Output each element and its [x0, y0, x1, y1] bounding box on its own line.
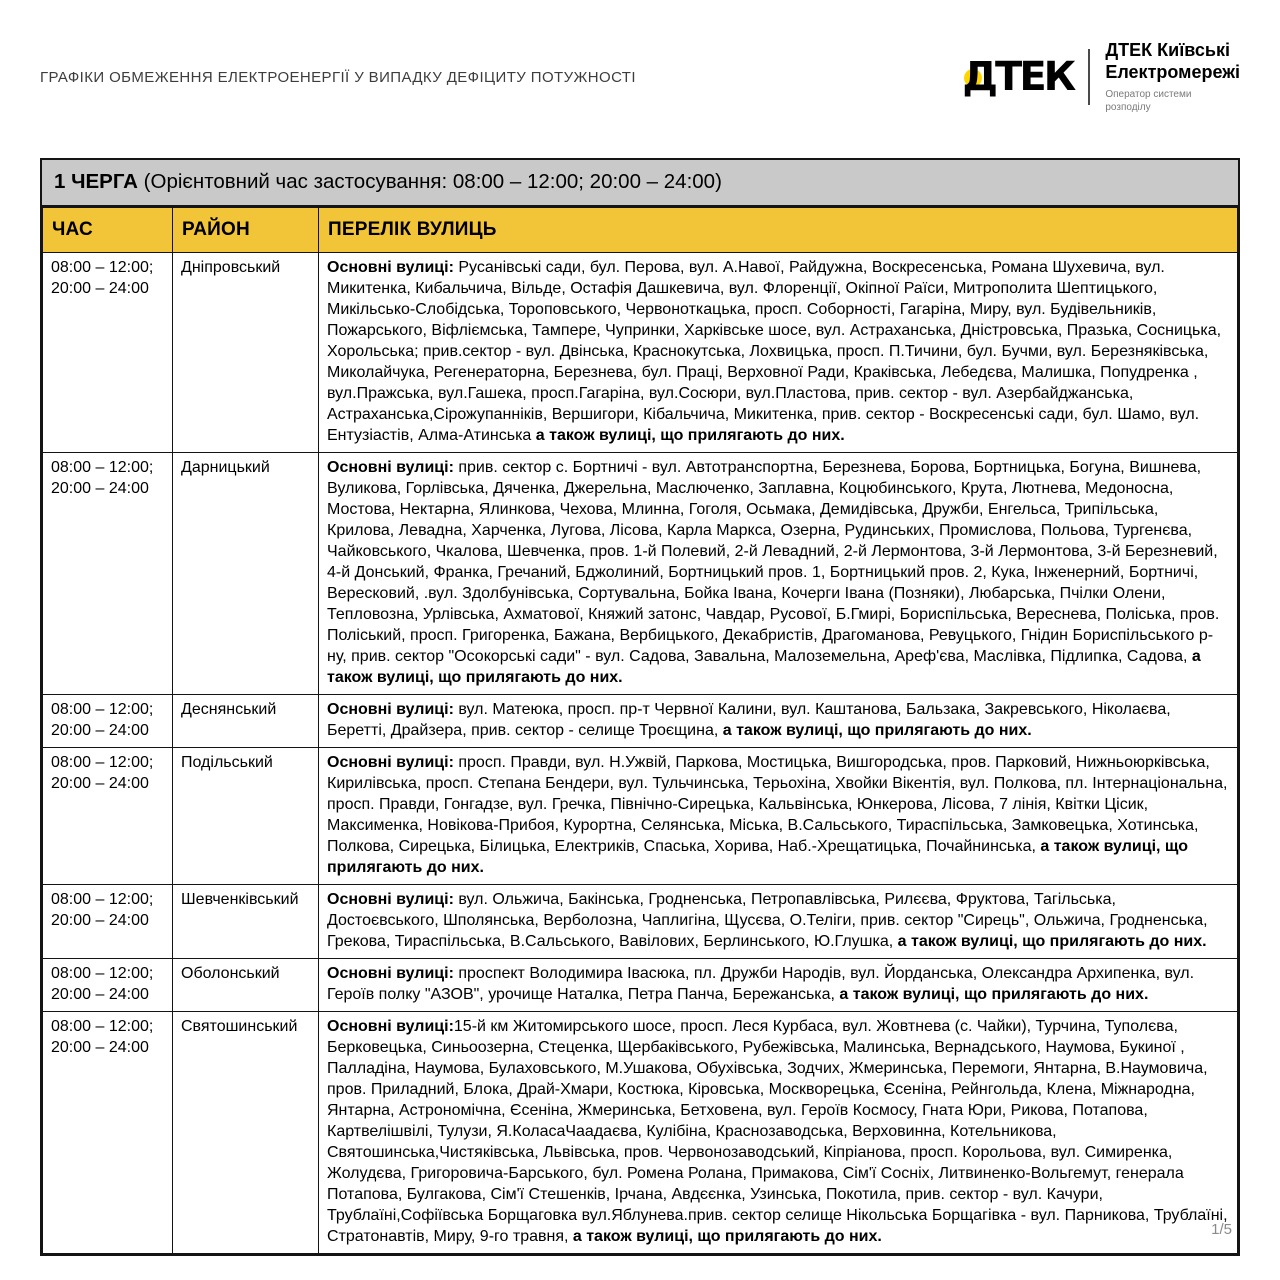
streets-label: Основні вулиці: — [327, 1018, 454, 1035]
time-line2: 20:00 – 24:00 — [51, 775, 149, 792]
column-header-streets: ПЕРЕЛІК ВУЛИЦЬ — [319, 208, 1238, 253]
time-line1: 08:00 – 12:00; — [51, 459, 154, 476]
streets-text: Русанівські сади, бул. Перова, вул. А.Навої, Райдужна, Воскресенська, Романа Шухевича, вул. Микитенка, Кибальчича, Вільде, Остафія Дашкевича, вул. Флоренції, Окіпної Раїси, Митрополита Шептицького, Микільсько-Слобідська, Тороповського, Червоноткацька, просп. Соборності, Гагаріна, Миру, вул. Будівельників, Пожарського, Віфліємська, Тампере, Чупринки, Харківське шосе, вул. Астраханська, Дністровська, Празька, Сосницька, Хорольська; прив.сектор - вул. Двінська, Краснокутська, Лохвицька, просп. П.Тичини, бул. Бучми, вул. Березняківська, Миколайчука, Регенераторна, Березнева, бул. Праці, Верховної Ради, Краківська, Лебедєва, Малишка, Попудренка , вул.Пражська, вул.Гашека, просп.Гагаріна, вул.Сосюри, вул.Пластова, прив. сектор - вул. Азербайджанська, Астраханська,Сірожупанніків, Вершигори, Кібальчича, Микитенка, прив. сектор - Воскресенські сади, бул. Шамо, вул. Ентузіастів, Алма-Атинська — [327, 259, 1222, 444]
time-line2: 20:00 – 24:00 — [51, 986, 149, 1003]
streets-cell — [319, 695, 1238, 748]
logo-divider — [1088, 49, 1090, 105]
time-cell — [43, 695, 173, 748]
document-title: ГРАФІКИ ОБМЕЖЕННЯ ЕЛЕКТРОЕНЕРГІЇ У ВИПАДКУ ДЕФІЦИТУ ПОТУЖНОСТІ — [40, 68, 636, 86]
streets-suffix: а також вулиці, що прилягають до них. — [839, 986, 1149, 1003]
schedule-table — [42, 207, 1238, 1254]
time-line1: 08:00 – 12:00; — [51, 754, 154, 771]
district-cell: Подільський — [173, 748, 319, 885]
table-row — [43, 1012, 1238, 1254]
time-cell — [43, 959, 173, 1012]
company-name-line2: Електромережі — [1105, 61, 1240, 82]
page-number: 1/5 — [1211, 1221, 1232, 1238]
time-line2: 20:00 – 24:00 — [51, 280, 149, 297]
district-cell: Святошинський — [173, 1012, 319, 1254]
schedule-sheet — [40, 158, 1240, 1256]
streets-text: 15-й км Житомирського шосе, просп. Леся Курбаса, вул. Жовтнева (с. Чайки), Турчина, Туполєва, Берковецька, Синьоозерна, Стеценка, Щербаківського, Рубежівська, Малинська, Вернадського, Наумова, Букиної , Палладіна, Наумова, Булаховського, М.Ушакова, Обухівська, Зодчих, Жмеринська, Перемоги, Янтарна, В.Наумовича, пров. Приладний, Блока, Драй-Хмари, Костюка, Кіровська, Москворецька, Єсеніна, Рейнгольда, Клена, Міжнародна, Янтарна, Астрономічна, Єсеніна, Жмеринська, Бетховена, вул. Героїв Космосу, Гната Юри, Рикова, Потапова, Картвелішвілі, Тулузи, Я.КоласаЧаадаєва, Кулібіна, Краснозаводська, Верховинна, Котельникова, Святошинська,Чистяківська, Львівська, пров. Червонозаводський, Кіпріанова, просп. Корольова, вул. Симиренка, Жолудєва, Григоровича-Барського, бул. Ромена Ролана, Примакова, Сім'ї Сосніх, Литвиненко-Вольгемут, генерала Потапова, Булгакова, Сім'ї Стешенків, Ірчана, Авдєєнка, Узинська, Покотила, прив. сектор - вул. Качури, Трублаїні,Софіївська Борщаговка вул.Яблунева.прив. сектор селище Нікольська Борщагівка - вул. Парникова, Трублаїні, Стратонавтів, Миру, 9-го травня, — [327, 1018, 1228, 1245]
streets-cell — [319, 959, 1238, 1012]
streets-label: Основні вулиці: — [327, 459, 454, 476]
time-cell — [43, 1012, 173, 1254]
streets-cell — [319, 885, 1238, 959]
time-line1: 08:00 – 12:00; — [51, 965, 154, 982]
queue-banner — [42, 160, 1238, 207]
streets-cell — [319, 1012, 1238, 1254]
streets-label: Основні вулиці: — [327, 754, 454, 771]
district-cell: Дарницький — [173, 453, 319, 695]
district-cell: Деснянський — [173, 695, 319, 748]
time-cell — [43, 885, 173, 959]
dtek-logo-text: ДТЕК — [962, 54, 1074, 100]
streets-label: Основні вулиці: — [327, 259, 454, 276]
streets-suffix: а також вулиці, що прилягають до них. — [327, 838, 1188, 876]
streets-suffix: а також вулиці, що прилягають до них. — [535, 427, 845, 444]
time-cell — [43, 748, 173, 885]
time-line2: 20:00 – 24:00 — [51, 722, 149, 739]
streets-text: прив. сектор с. Бортничі - вул. Автотранспортна, Березнева, Борова, Бортницька, Богуна, Вишнева, Вуликова, Горлівська, Дяченка, Джерельна, Маслюченко, Заплавна, Коцюбинського, Крута, Лютнева, Медоносна, Мостова, Нектарна, Ялинкова, Чехова, Млинна, Гоголя, Осьмака, Демидівська, Дружби, Енгельса, Трипільська, Крилова, Левадна, Харченка, Лугова, Лісова, Карла Маркса, Озерна, Рудинських, Промислова, Польова, Тургенєва, Чайковського, Чкалова, Шевченка, пров. 1-й Полевий, 2-й Левадний, 2-й Лермонтова, 3-й Лермонтова, 3-й Березневий, 4-й Донський, Франка, Гречаний, Бджолиний, Бортницький пров. 1, Бортницький пров. 2, Кука, Інженерний, Бортничі, Вересковий, .вул. Здолбунівська, Сортувальна, Бойка Івана, Кочерги Івана (Позняки), Любарська, Пчілки Олени, Тепловозна, Урлівська, Ахматової, Княжий затонс, Чавдар, Русової, Б.Гмирі, Бориспільська, Вереснева, Поліська, пров. Поліський, просп. Григоренка, Бажана, Вербицького, Декабристів, Драгоманова, Ревуцького, Гнідин Бориспільського р-ну, прив. сектор "Осокорські сади" - вул. Садова, Завальна, Малоземельна, Ареф'єва, Маслівка, Підлипка, Садова, — [327, 459, 1220, 665]
table-row — [43, 695, 1238, 748]
streets-suffix: а також вулиці, що прилягають до них. — [897, 933, 1207, 950]
streets-text: вул. Матеюка, просп. пр-т Червної Калини, вул. Каштанова, Бальзака, Закревського, Ніколаєва, Беретті, Драйзера, прив. сектор - селище Троєщина, — [327, 701, 1171, 739]
table-row — [43, 959, 1238, 1012]
streets-text: вул. Ольжича, Бакінська, Гродненська, Петропавлівська, Рилєєва, Фруктова, Тагільська, Достоєвського, Шполянська, Верболозна, Чаплигіна, Щусєва, О.Теліги, прив. сектор "Сирець", Ольжича, Гродненська, Грекова, Тираспільська, В.Сальського, Вавілових, Берлинського, Ю.Глушка, — [327, 891, 1208, 950]
streets-cell — [319, 453, 1238, 695]
time-line1: 08:00 – 12:00; — [51, 259, 154, 276]
time-line2: 20:00 – 24:00 — [51, 480, 149, 497]
district-cell: Шевченківський — [173, 885, 319, 959]
streets-label: Основні вулиці: — [327, 965, 454, 982]
table-row — [43, 253, 1238, 453]
streets-cell — [319, 748, 1238, 885]
streets-text: проспект Володимира Івасюка, пл. Дружби Народів, вул. Йорданська, Олександра Архипенка, вул. Героїв полку "АЗОВ", урочище Наталка, Петра Панча, Бережанська, — [327, 965, 1195, 1003]
time-line1: 08:00 – 12:00; — [51, 1018, 154, 1035]
streets-suffix: а також вулиці, що прилягають до них. — [327, 648, 1201, 686]
dtek-logo-mark — [962, 54, 1074, 100]
streets-label: Основні вулиці: — [327, 701, 454, 718]
table-row — [43, 453, 1238, 695]
district-cell: Дніпровський — [173, 253, 319, 453]
time-cell — [43, 453, 173, 695]
streets-text: просп. Правди, вул. Н.Ужвій, Паркова, Мостицька, Вишгородська, пров. Парковий, Нижньоюрківська, Кирилівська, просп. Степана Бендери, вул. Тульчинська, Терьохіна, Хвойки Вікентія, вул. Полкова, пл. Інтернаціональна, просп. Правди, Гонгадзе, вул. Гречка, Північно-Сирецька, Кальвінська, Юнкерова, Лісова, 7 лінія, Квітки Цісик, Максименка, Новікова-Прибоя, Курортна, Селянська, Міська, В.Сальського, Тираспільська, Замковецька, Хотинська, Полкова, Сирецька, Білицька, Електриків, Спаська, Хорива, Наб.-Хрещатицька, Почайнинська, — [327, 754, 1228, 855]
company-name-line1: ДТЕК Київські — [1105, 40, 1230, 61]
time-line1: 08:00 – 12:00; — [51, 701, 154, 718]
district-cell: Оболонський — [173, 959, 319, 1012]
streets-suffix: а також вулиці, що прилягають до них. — [722, 722, 1032, 739]
time-line1: 08:00 – 12:00; — [51, 891, 154, 908]
time-line2: 20:00 – 24:00 — [51, 1039, 149, 1056]
logo-caption — [1105, 40, 1240, 113]
table-row — [43, 885, 1238, 959]
streets-suffix: а також вулиці, що прилягають до них. — [572, 1228, 882, 1245]
streets-label: Основні вулиці: — [327, 891, 454, 908]
table-header-row — [43, 208, 1238, 253]
streets-cell — [319, 253, 1238, 453]
company-subtitle: Оператор системи розподілу — [1105, 88, 1192, 113]
queue-note: (Орієнтовний час застосування: 08:00 – 12:00; 20:00 – 24:00) — [137, 170, 722, 193]
time-line2: 20:00 – 24:00 — [51, 912, 149, 929]
column-header-district: РАЙОН — [173, 208, 319, 253]
top-header — [40, 36, 1240, 118]
column-header-time: ЧАС — [43, 208, 173, 253]
queue-number: 1 ЧЕРГА — [54, 170, 138, 193]
table-row — [43, 748, 1238, 885]
dtek-logo — [962, 40, 1240, 113]
time-cell — [43, 253, 173, 453]
